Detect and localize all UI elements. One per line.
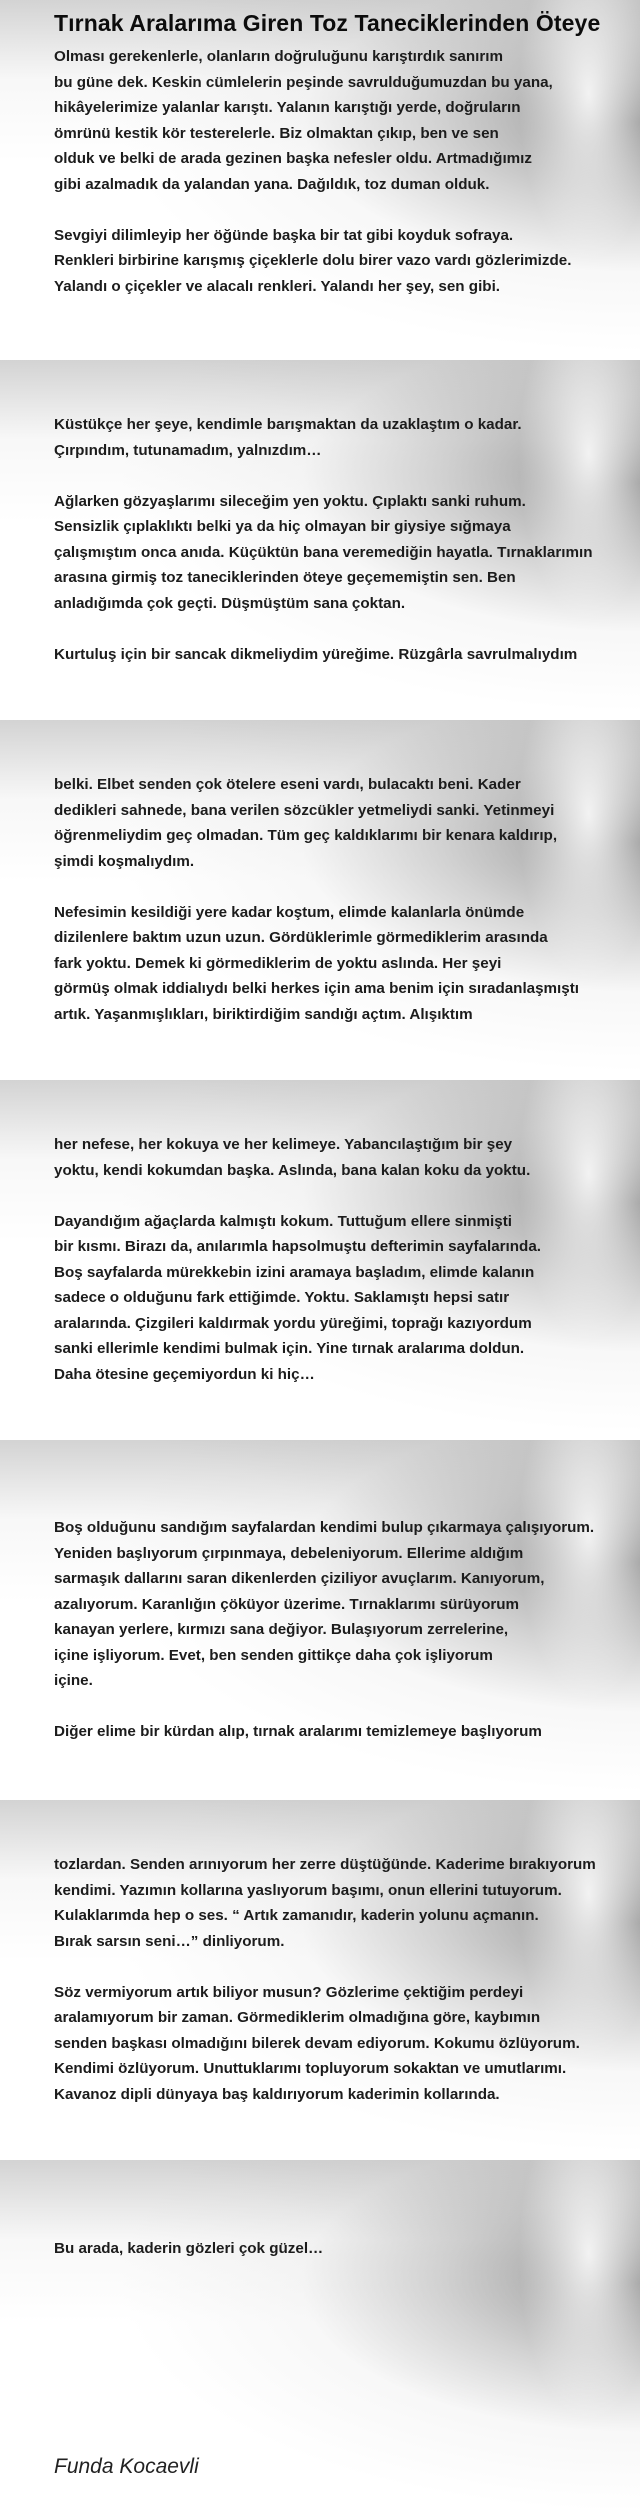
text-panel-4	[0, 1080, 640, 1440]
paragraph-block: Boş olduğunu sandığım sayfalardan kendimi bulup çıkarmaya çalışıyorum. Yeniden başlıyorum çırpınmaya, debeleniyorum. Ellerime aldığım sarmaşık dallarını saran dikenlerden çiziliyor avuçlarım. Kanıyorum, azalıyorum. Karanlığın çöküyor üzerime. Tırnaklarımı sürüyorum kanayan yerlere, kırmızı sana değiyor. Bulaşıyorum zerrelerine, içine işliyorum. Evet, ben senden gittikçe daha çok işliyorum içine. Diğer elime bir kürdan alıp, tırnak aralarımı temizlemeye başlıyorum	[54, 1519, 595, 1740]
author-signature: Funda Kocaevli	[54, 2455, 199, 2478]
paragraph-block: Bu arada, kaderin gözleri çok güzel…	[54, 2240, 324, 2257]
text-panel-3	[0, 720, 640, 1080]
text-panel-1	[0, 0, 640, 360]
paragraph-block: belki. Elbet senden çok ötelere eseni vardı, bulacaktı beni. Kader dedikleri sahnede, bana verilen sözcükler yetmeliydi sanki. Yetinmeyi öğrenmeliydim geç olmadan. Tüm geç kaldıklarımı bir kenara kaldırıp, şimdi koşmalıydım. Nefesimin kesildiği yere kadar koştum, elimde kalanlarla önümde dizilenlere baktım uzun uzun. Gördüklerimle görmediklerim arasında fark yoktu. Demek ki görmediklerim de yoktu aslında. Her şeyi görmüş olmak iddialıydı belki herkes için ama benim için sıradanlaşmıştı artık. Yaşanmışlıkları, biriktirdiğim sandığı açtım. Alışıktım	[54, 776, 579, 1023]
paragraph-block: Olması gerekenlerle, olanların doğruluğunu karıştırdık sanırım bu güne dek. Keskin cümlelerin peşinde savrulduğumuzdan bu yana, hikâyelerimize yalanlar karıştı. Yalanın karıştığı yerde, doğruların ömrünü kestik kör testerelerle. Biz olmaktan çıkıp, ben ve sen olduk ve belki de arada gezinen başka nefesler oldu. Artmadığımız gibi azalmadık da yalandan yana. Dağıldık, toz duman olduk. Sevgiyi dilimleyip her öğünde başka bir tat gibi koyduk sofraya. Renkleri birbirine karışmış çiçeklerle dolu birer vazo vardı gözlerimizde. Yalandı o çiçekler ve alacalı renkleri. Yalandı her şey, sen gibi.	[54, 48, 572, 295]
paragraph-block: her nefese, her kokuya ve her kelimeye. Yabancılaştığım bir şey yoktu, kendi kokumdan başka. Aslında, bana kalan koku da yoktu. Dayandığım ağaçlarda kalmıştı kokum. Tuttuğum ellere sinmişti bir kısmı. Birazı da, anılarımla hapsolmuştu defterimin sayfalarında. Boş sayfalarda mürekkebin izini aramaya başladım, elimde kalanın sadece o olduğunu fark ettiğimde. Yoktu. Saklamıştı hepsi satır aralarında. Çizgileri kaldırmak yordu yüreğimi, toprağı kazıyordum sanki ellerimle kendimi bulmak için. Yine tırnak aralarıma doldun. Daha ötesine geçemiyordun ki hiç…	[54, 1136, 541, 1383]
poem-title: Tırnak Aralarıma Giren Toz Taneciklerinden Öteye	[54, 10, 601, 36]
paragraph-block: Küstükçe her şeye, kendimle barışmaktan da uzaklaştım o kadar. Çırpındım, tutunamadım, yalnızdım… Ağlarken gözyaşlarımı sileceğim yen yoktu. Çıplaktı sanki ruhum. Sensizlik çıplaklıktı belki ya da hiç olmayan bir giysiye sığmaya çalışmıştım onca anıda. Küçüktün bana veremediğin hayatla. Tırnaklarımın arasına girmiş toz taneciklerinden öteye geçememiştin sen. Ben anladığımda çok geçti. Düşmüştüm sana çoktan. Kurtuluş için bir sancak dikmeliydim yüreğime. Rüzgârla savrulmalıydım	[54, 416, 593, 663]
text-panel-6	[0, 1800, 640, 2160]
text-panel-5	[0, 1440, 640, 1800]
text-panel-2	[0, 360, 640, 720]
paragraph-block: tozlardan. Senden arınıyorum her zerre düştüğünde. Kaderime bırakıyorum kendimi. Yazımın kollarına yaslıyorum başımı, onun ellerini tutuyorum. Kulaklarımda hep o ses. “ Artık zamanıdır, kaderin yolunu açmanın. Bırak sarsın seni…” dinliyorum. Söz vermiyorum artık biliyor musun? Gözlerime çektiğim perdeyi aralamıyorum bir zaman. Görmediklerim olmadığına göre, kaybımın senden başkası olmadığını bilerek devam ediyorum. Kokumu özlüyorum. Kendimi özlüyorum. Unuttuklarımı topluyorum sokaktan ve umutlarımı. Kavanoz dipli dünyaya baş kaldırıyorum kaderimin kollarında.	[54, 1856, 596, 2103]
